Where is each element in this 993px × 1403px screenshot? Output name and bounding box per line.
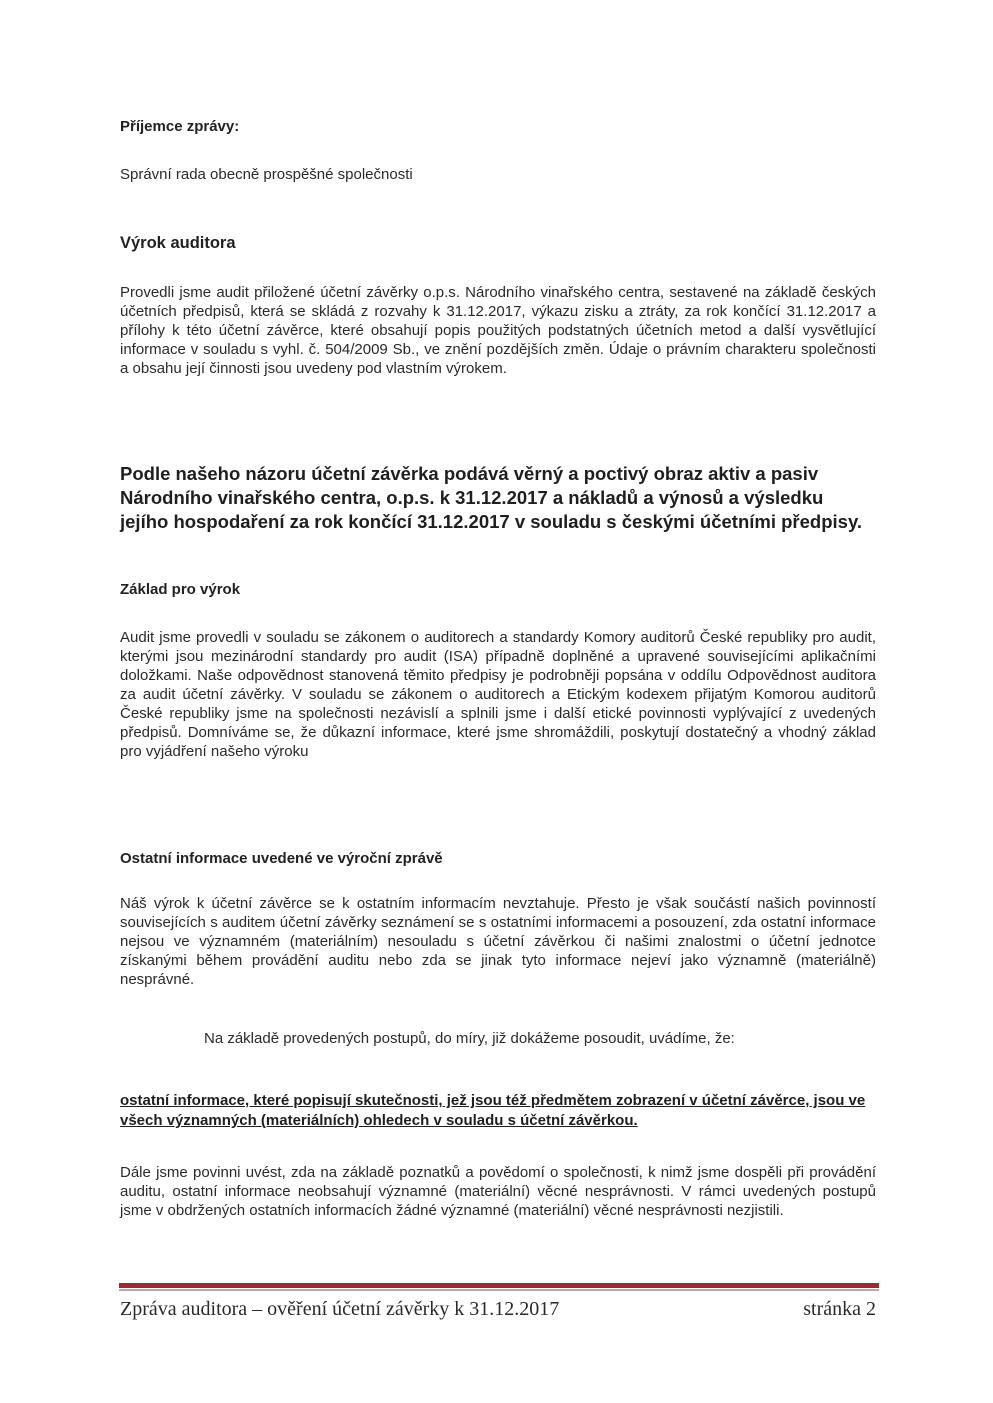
- other-info-paragraph-2: Dále jsme povinni uvést, zda na základě poznatků a povědomí o společnosti, k nimž jsme dospěli při provádění auditu, ostatní informace neobsahují významné (materiální) věcné nesprávnosti. V rámci uvedených postupů jsme v obdržených ostatních informacích žádné významné (materiální) věcné nesprávnosti nezjistili.: [120, 1164, 876, 1219]
- other-info-conclusion: ostatní informace, které popisují skutečnosti, jež jsou též předmětem zobrazení v účetní závěrce, jsou ve všech významných (materiálních) ohledech v souladu s účetní závěrkou.: [120, 1092, 866, 1129]
- other-info-heading: Ostatní informace uvedené ve výroční zprávě: [120, 850, 443, 867]
- page-footer: [120, 1298, 876, 1321]
- recipient-heading: Příjemce zprávy:: [120, 118, 240, 135]
- footer-divider: [119, 1283, 879, 1288]
- audit-opinion-statement: Podle našeho názoru účetní závěrka podává věrný a poctivý obraz aktiv a pasiv Národního vinařského centra, o.p.s. k 31.12.2017 a nákladů a výnosů a výsledku jejího hospodaření za rok končící 31.12.2017 v souladu s českými účetními předpisy.: [120, 463, 862, 532]
- basis-heading: Základ pro výrok: [120, 581, 241, 598]
- footer-page-number: stránka 2: [803, 1298, 876, 1320]
- basis-paragraph: Audit jsme provedli v souladu se zákonem o auditorech a standardy Komory auditorů České republiky pro audit, kterými jsou mezinárodní standardy pro audit (ISA) případně doplněné a upravené souvisejícími aplikačními doložkami. Naše odpovědnost stanovená těmito předpisy je podrobněji popsána v oddílu Odpovědnost auditora za audit účetní závěrky. V souladu se zákonem o auditorech a Etickým kodexem přijatým Komorou auditorů České republiky jsme na společnosti nezávislí a splnili jsme i další etické povinnosti vyplývající z uvedených předpisů. Domníváme se, že důkazní informace, které jsme shromáždili, poskytují dostatečný a vhodný základ pro vyjádření našeho výroku: [120, 629, 876, 760]
- other-info-paragraph: Náš výrok k účetní závěrce se k ostatním informacím nevztahuje. Přesto je však součástí našich povinností souvisejících s auditem účetní závěrky seznámení se s ostatními informacemi a posouzení, zda ostatní informace nejsou ve významném (materiálním) nesouladu s účetní závěrkou či našimi znalostmi o účetní jednotce získanými během provádění auditu nebo zda se jinak tyto informace nejeví jako významně (materiálně) nesprávné.: [120, 895, 876, 988]
- recipient-body: Správní rada obecně prospěšné společnosti: [120, 166, 413, 183]
- footer-title: Zpráva auditora – ověření účetní závěrky k 31.12.2017: [120, 1298, 560, 1320]
- opinion-heading: Výrok auditora: [120, 234, 236, 252]
- other-info-centered-statement: Na základě provedených postupů, do míry, již dokážeme posoudit, uvádíme, že:: [204, 1030, 735, 1047]
- opinion-paragraph: Provedli jsme audit přiložené účetní závěrky o.p.s. Národního vinařského centra, sestavené na základě českých účetních předpisů, která se skládá z rozvahy k 31.12.2017, výkazu zisku a ztráty, za rok končící 31.12.2017 a přílohy k této účetní závěrce, které obsahují popis použitých podstatných účetních metod a další vysvětlující informace v souladu s vyhl. č. 504/2009 Sb., ve znění pozdějších změn. Údaje o právním charakteru společnosti a obsahu její činnosti jsou uvedeny pod vlastním výrokem.: [120, 284, 876, 377]
- footer-divider-shadow: [119, 1289, 879, 1291]
